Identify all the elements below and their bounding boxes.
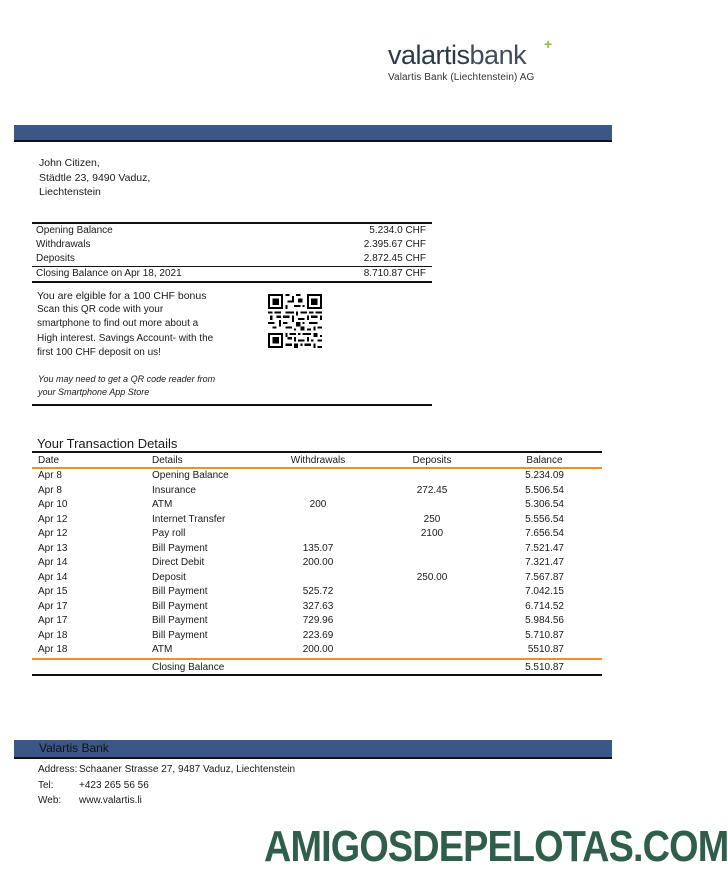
- tel-value[interactable]: +423 265 56 56: [79, 779, 149, 791]
- cell-balance: 6.714.52: [525, 600, 564, 612]
- cell-details: Opening Balance: [152, 470, 229, 481]
- cell-balance: 5.984.56: [525, 615, 564, 626]
- footer-tel-row: [38, 778, 295, 794]
- address-value: Schaaner Strasse 27, 9487 Vaduz, Liechtenstein: [79, 764, 296, 775]
- cell-date: Apr 8: [38, 484, 62, 496]
- summary-row-withdrawals: [32, 238, 432, 252]
- address-label: Address:: [38, 764, 78, 775]
- cell-date: Apr 12: [38, 528, 68, 539]
- header-withdrawals: Withdrawals: [290, 455, 346, 466]
- cell-date: Apr 12: [38, 513, 68, 525]
- cell-details: ATM: [152, 499, 173, 510]
- cell-details: Insurance: [152, 484, 196, 496]
- cell-withdrawal: 525.72: [302, 586, 334, 597]
- table-row: [32, 542, 602, 557]
- web-link[interactable]: www.valartis.li: [79, 795, 142, 806]
- promo-title: You are elgible for a 100 CHF bonus: [37, 290, 207, 302]
- customer-street: Städtle 23, 9490 Vaduz,: [39, 171, 151, 184]
- footer-rule: [14, 757, 612, 759]
- transactions-table: [32, 451, 602, 676]
- table-row: [32, 571, 602, 586]
- cell-details: Bill Payment: [152, 600, 208, 612]
- summary-label: Withdrawals: [36, 239, 91, 250]
- customer-address: [39, 156, 150, 200]
- table-row: [32, 556, 602, 571]
- web-label: Web:: [38, 795, 62, 806]
- header-balance: Balance: [526, 455, 563, 466]
- bank-logo: [388, 36, 588, 83]
- summary-label: Opening Balance: [36, 225, 113, 236]
- summary-row-opening: [32, 224, 432, 238]
- footer-contact: [38, 762, 295, 809]
- cell-balance: 5.306.54: [525, 499, 564, 510]
- cell-details: Direct Debit: [152, 557, 205, 568]
- summary-label: Closing Balance on Apr 18, 2021: [36, 268, 182, 279]
- summary-value: 8.710.87 CHF: [363, 268, 426, 279]
- header-details: Details: [152, 455, 183, 466]
- promo-line: Scan this QR code with your: [37, 304, 164, 316]
- table-row: [32, 614, 602, 629]
- cell-details: Deposit: [152, 571, 186, 583]
- cell-withdrawal: 200.00: [302, 644, 334, 655]
- cell-details: Internet Transfer: [152, 513, 226, 525]
- cell-details: Bill Payment: [152, 586, 208, 597]
- cell-balance: 5.710.87: [525, 629, 564, 641]
- cell-withdrawal: 327.63: [302, 600, 334, 612]
- cell-balance: 5.234.09: [525, 470, 564, 481]
- logo-wordmark-bank: bank: [469, 40, 527, 70]
- qr-code-icon[interactable]: [268, 294, 322, 348]
- table-row: [32, 469, 602, 484]
- promo-line: smartphone to find out more about a: [37, 318, 199, 330]
- cell-deposit: 2100: [420, 528, 444, 539]
- closing-balance: 5.510.87: [525, 661, 564, 673]
- cell-deposit: 272.45: [416, 484, 448, 496]
- table-row: [32, 513, 602, 528]
- table-row: [32, 484, 602, 499]
- cell-withdrawal: 223.69: [302, 629, 334, 641]
- table-row: [32, 600, 602, 615]
- cell-balance: 7.521.47: [525, 542, 564, 554]
- table-header: [32, 451, 602, 467]
- summary-label: Deposits: [36, 253, 75, 264]
- cell-withdrawal: 200: [309, 499, 327, 510]
- footer-address-row: [38, 762, 295, 778]
- cell-balance: 7.321.47: [525, 557, 564, 568]
- promo-line: High interest. Savings Account- with the: [37, 332, 214, 344]
- closing-label: Closing Balance: [152, 661, 225, 673]
- customer-name: John Citizen,: [39, 157, 100, 169]
- watermark: AMIGOSDEPELOTAS.COM: [264, 822, 728, 871]
- cell-balance: 5510.87: [527, 644, 564, 655]
- logo-plus-icon: +: [544, 36, 553, 52]
- summary-value: 5.234.0 CHF: [369, 225, 426, 236]
- closing-balance-row: [32, 660, 602, 676]
- cell-details: ATM: [152, 644, 173, 655]
- summary-row-deposits: [32, 252, 432, 266]
- cell-date: Apr 13: [38, 542, 68, 554]
- footer-web-row: [38, 793, 295, 809]
- cell-withdrawal: 200.00: [302, 557, 334, 568]
- cell-details: Pay roll: [152, 528, 186, 539]
- cell-date: Apr 15: [38, 586, 68, 597]
- cell-date: Apr 18: [38, 629, 68, 641]
- cell-date: Apr 14: [38, 557, 68, 568]
- cell-withdrawal: 135.07: [302, 542, 334, 554]
- cell-balance: 5.506.54: [525, 484, 564, 496]
- cell-date: Apr 18: [38, 644, 68, 655]
- customer-country: Liechtenstein: [39, 186, 101, 198]
- table-row: [32, 629, 602, 644]
- footer-bank-name: Valartis Bank: [39, 741, 109, 755]
- header-band: [14, 125, 612, 140]
- cell-deposit: 250.00: [416, 571, 448, 583]
- promo-note: [38, 373, 215, 398]
- promo-bottom-rule: [32, 404, 432, 406]
- cell-deposit: 250: [423, 513, 441, 525]
- summary-value: 2.872.45 CHF: [363, 253, 426, 264]
- table-row: [32, 643, 602, 658]
- summary-bottom-rule: [32, 281, 432, 283]
- account-summary: [32, 222, 432, 283]
- summary-value: 2.395.67 CHF: [363, 239, 426, 250]
- cell-balance: 5.556.54: [525, 513, 564, 525]
- table-row: [32, 527, 602, 542]
- logo-wordmark-main: valartis: [388, 40, 470, 70]
- promo-note-line: You may need to get a QR code reader from: [38, 374, 216, 384]
- logo-wordmark: [388, 40, 588, 70]
- promo-note-line: your Smartphone App Store: [38, 386, 150, 397]
- cell-date: Apr 17: [38, 600, 68, 612]
- cell-withdrawal: 729.96: [302, 615, 334, 626]
- header-deposits: Deposits: [412, 455, 452, 466]
- logo-subtitle: Valartis Bank (Liechtenstein) AG: [388, 72, 535, 83]
- cell-balance: 7.567.87: [525, 571, 564, 583]
- header-rule: [14, 140, 612, 142]
- cell-details: Bill Payment: [152, 615, 208, 626]
- header-date: Date: [38, 455, 60, 466]
- cell-balance: 7.042.15: [525, 586, 564, 597]
- promo-line: first 100 CHF deposit on us!: [37, 346, 161, 358]
- cell-date: Apr 17: [38, 615, 68, 626]
- tel-label: Tel:: [38, 779, 54, 791]
- table-row: [32, 498, 602, 513]
- table-row: [32, 585, 602, 600]
- summary-row-closing: [32, 267, 432, 281]
- bonus-promo: [37, 289, 247, 360]
- transactions-title: Your Transaction Details: [37, 436, 178, 451]
- cell-details: Bill Payment: [152, 629, 208, 641]
- cell-date: Apr 10: [38, 499, 68, 510]
- cell-date: Apr 8: [38, 470, 62, 481]
- table-body: [32, 469, 602, 658]
- cell-balance: 7.656.54: [525, 528, 564, 539]
- cell-details: Bill Payment: [152, 542, 208, 554]
- cell-date: Apr 14: [38, 571, 68, 583]
